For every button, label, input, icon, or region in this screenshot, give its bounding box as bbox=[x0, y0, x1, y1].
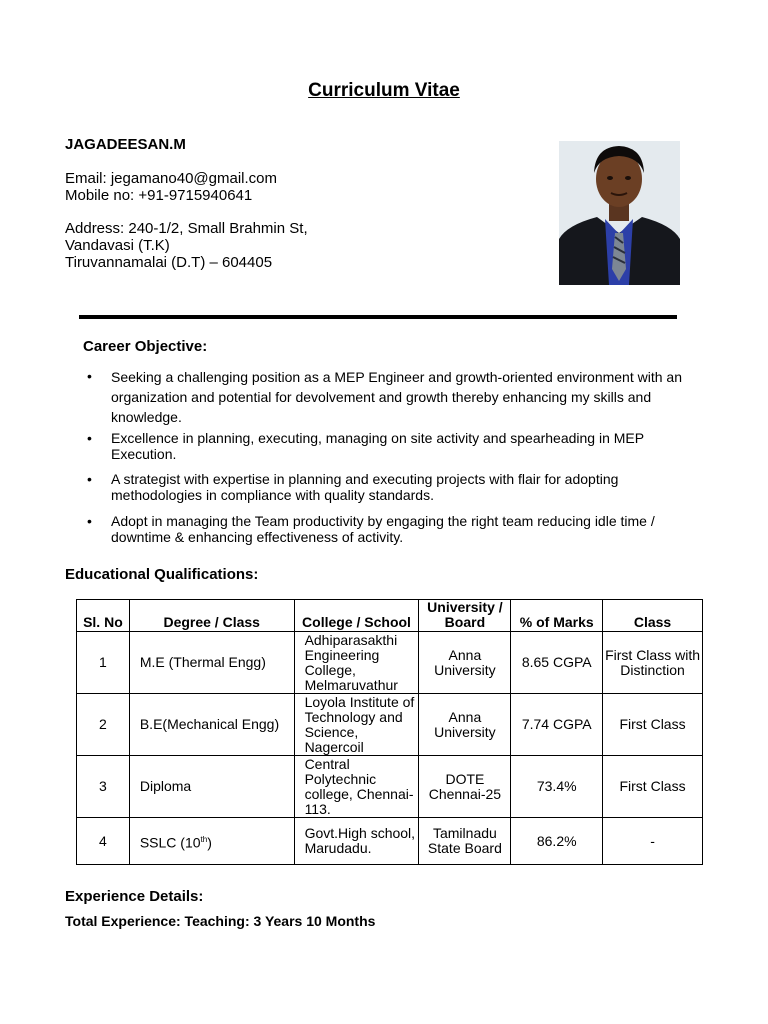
cell-degree: B.E(Mechanical Engg) bbox=[129, 694, 294, 756]
table-row bbox=[77, 694, 703, 756]
header-marks: % of Marks bbox=[511, 600, 603, 632]
cell-board: DOTE Chennai-25 bbox=[419, 756, 511, 818]
header-degree: Degree / Class bbox=[129, 600, 294, 632]
table-row bbox=[77, 756, 703, 818]
cell-marks: 86.2% bbox=[511, 818, 603, 865]
cell-marks: 8.65 CGPA bbox=[511, 632, 603, 694]
experience-heading: Experience Details: bbox=[65, 888, 204, 905]
career-bullet-4: Adopt in managing the Team productivity by engaging the right team reducing idle time / downtime & enhancing effectiveness of activity. bbox=[111, 513, 655, 545]
career-bullet-2: Excellence in planning, executing, managing on site activity and spearheading in MEP Execution. bbox=[111, 430, 644, 462]
cell-sl: 3 bbox=[77, 756, 130, 818]
header-sl-no: Sl. No bbox=[77, 600, 130, 632]
cell-college: Central Polytechnic college, Chennai-113. bbox=[294, 756, 419, 818]
address-line-1: Address: 240-1/2, Small Brahmin St, bbox=[65, 220, 308, 237]
cell-marks: 73.4% bbox=[511, 756, 603, 818]
degree-text-end: ) bbox=[207, 834, 212, 851]
header-college: College / School bbox=[294, 600, 419, 632]
career-bullet-1: Seeking a challenging position as a MEP Engineer and growth-oriented environment with an organization and potential for devolvement and growth thereby enhancing my skills and knowledge. bbox=[111, 369, 682, 425]
table-header-row bbox=[77, 600, 703, 632]
cell-college: Adhiparasakthi Engineering College, Melmaruvathur bbox=[294, 632, 419, 694]
career-bullet-3: A strategist with expertise in planning and executing projects with flair for adopting methodologies in compliance with quality standards. bbox=[111, 471, 619, 503]
document-title: Curriculum Vitae bbox=[308, 80, 460, 101]
address-line-3: Tiruvannamalai (D.T) – 604405 bbox=[65, 254, 273, 271]
cell-class: - bbox=[603, 818, 703, 865]
email-line: Email: jegamano40@gmail.com bbox=[65, 170, 277, 187]
bullet-dot: • bbox=[87, 513, 92, 529]
cell-sl: 2 bbox=[77, 694, 130, 756]
header-class: Class bbox=[603, 600, 703, 632]
bullet-dot: • bbox=[87, 368, 92, 384]
person-portrait-icon bbox=[559, 141, 680, 285]
cell-college: Loyola Institute of Technology and Science, Nagercoil bbox=[294, 694, 419, 756]
bullet-dot: • bbox=[87, 430, 92, 446]
cell-degree bbox=[129, 818, 294, 865]
degree-text: SSLC (10 bbox=[139, 834, 201, 851]
table-row bbox=[77, 632, 703, 694]
education-table bbox=[76, 599, 703, 865]
cell-marks: 7.74 CGPA bbox=[511, 694, 603, 756]
table-row bbox=[77, 818, 703, 865]
degree-superscript: th bbox=[200, 834, 208, 844]
profile-photo bbox=[559, 141, 680, 285]
education-heading: Educational Qualifications: bbox=[65, 566, 259, 583]
mobile-line: Mobile no: +91-9715940641 bbox=[65, 187, 253, 204]
cell-class: First Class with Distinction bbox=[603, 632, 703, 694]
cell-class: First Class bbox=[603, 694, 703, 756]
cell-board: Tamilnadu State Board bbox=[419, 818, 511, 865]
header-board: University / Board bbox=[419, 600, 511, 632]
cell-degree: M.E (Thermal Engg) bbox=[129, 632, 294, 694]
cell-college: Govt.High school, Marudadu. bbox=[294, 818, 419, 865]
cell-class: First Class bbox=[603, 756, 703, 818]
cell-sl: 4 bbox=[77, 818, 130, 865]
cell-board: Anna University bbox=[419, 694, 511, 756]
cell-sl: 1 bbox=[77, 632, 130, 694]
bullet-dot: • bbox=[87, 471, 92, 487]
cell-board: Anna University bbox=[419, 632, 511, 694]
address-line-2: Vandavasi (T.K) bbox=[65, 237, 170, 254]
header-divider bbox=[79, 315, 677, 319]
candidate-name: JAGADEESAN.M bbox=[65, 136, 186, 153]
total-experience: Total Experience: Teaching: 3 Years 10 Months bbox=[65, 913, 376, 929]
cell-degree: Diploma bbox=[129, 756, 294, 818]
career-objective-heading: Career Objective: bbox=[83, 338, 208, 355]
